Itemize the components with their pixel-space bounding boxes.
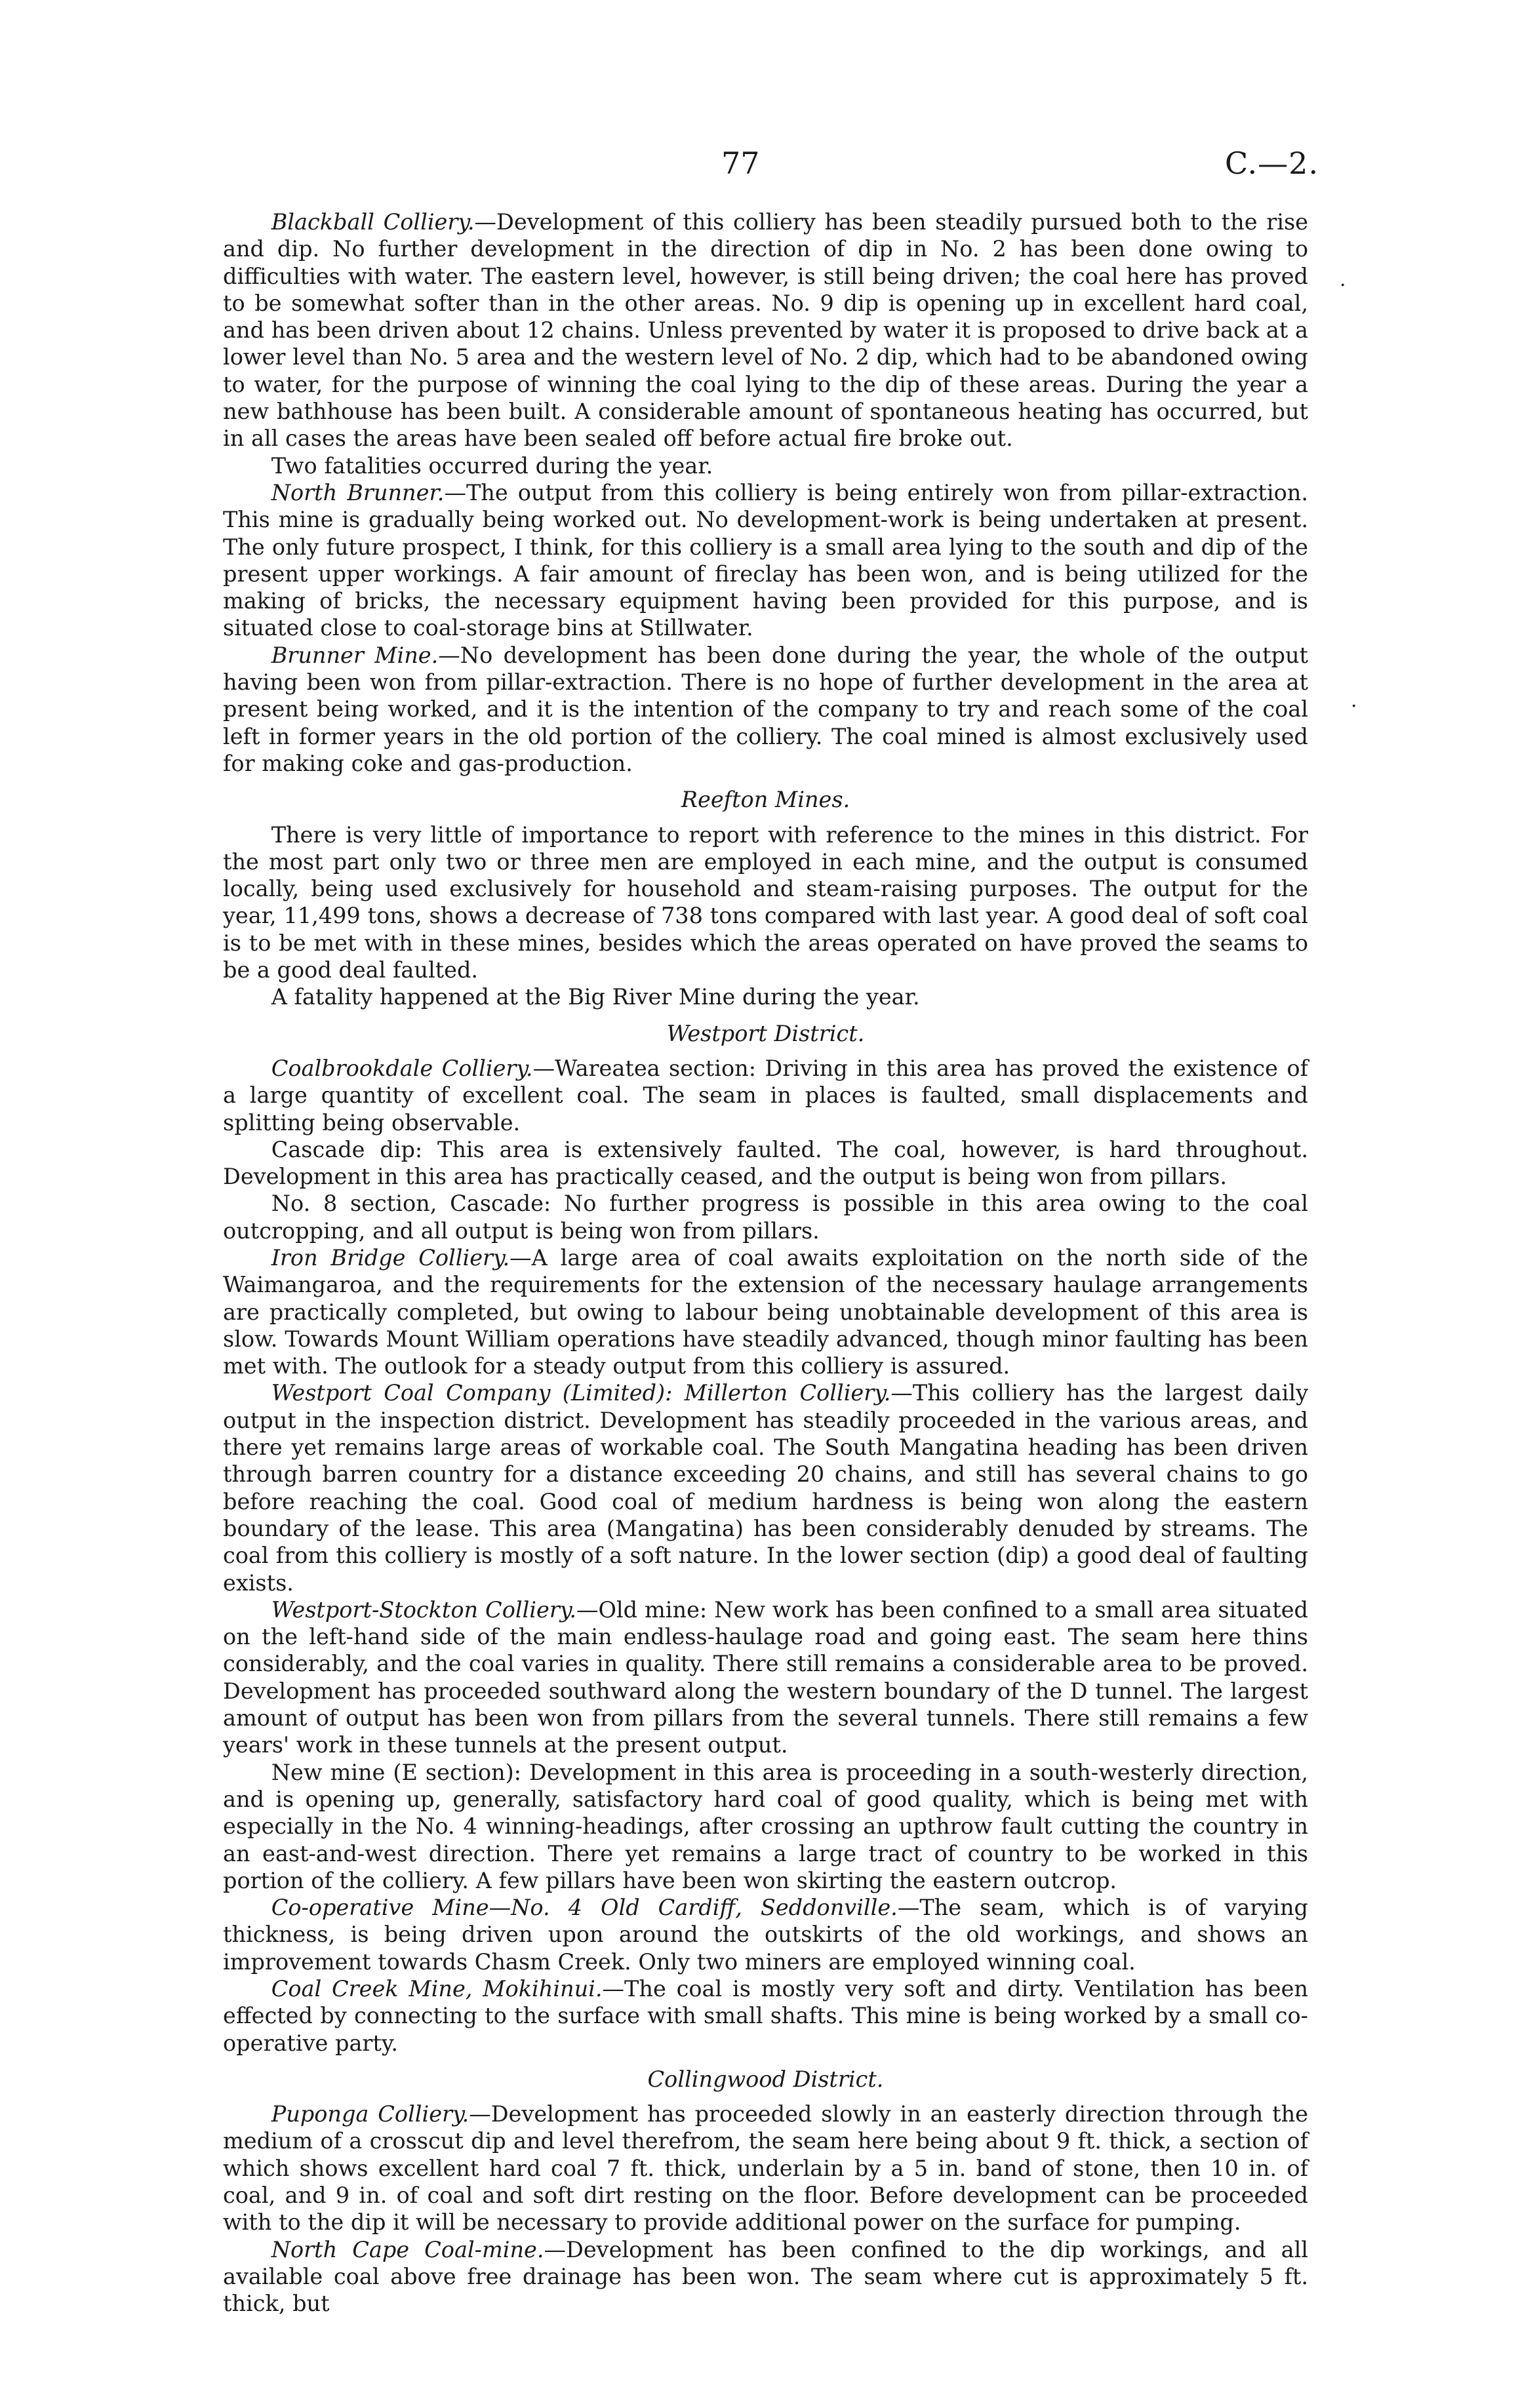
- paragraph-text: —Development has been confined to the dip workings, and all available coal above free drainage has been won. The seam where cut is approximately 5 ft. thick, but: [223, 2236, 1308, 2317]
- section-heading-collingwood: Collingwood District.: [647, 2066, 884, 2092]
- paragraph-text: Cascade dip: This area is extensively faulted. The coal, however, is hard throughout. Development in this area has practically ceased, and the output is being won from pillars.: [223, 1136, 1308, 1190]
- paragraph-big-river-fatality: [223, 983, 1308, 1010]
- paragraph-title: Coal Creek Mine, Mokihinui.: [271, 1976, 603, 2002]
- paragraph-iron-bridge: [223, 1244, 1308, 1379]
- paragraph-title: Coalbrookdale Colliery.: [271, 1055, 533, 1081]
- paragraph-millerton: [223, 1379, 1308, 1596]
- paragraph-text: —Development of this colliery has been steadily pursued both to the rise and dip. No further development in the direction of dip in No. 2 has been done owing to difficulties with water. The eastern level, however, is still being driven; the coal here has proved to be somewhat softer than in the other areas. No. 9 dip is opening up in excellent hard coal, and has been driven about 12 chains. Unless prevented by water it is proposed to drive back at a lower level than No. 5 area and the western level of No. 2 dip, which had to be abandoned owing to water, for the purpose of winning the coal lying to the dip of these areas. During the year a new bathhouse has been built. A considerable amount of spontaneous heating has occurred, but in all cases the areas have been sealed off before actual fire broke out.: [223, 209, 1308, 452]
- paragraph-no8-section: [223, 1190, 1308, 1244]
- paragraph-text: New mine (E section): Development in this area is proceeding in a south-westerly direction, and is opening up, generally, satisfactory hard coal of good quality, which is being met with especially in the No. 4 winning-headings, after crossing an upthrow fault cutting the country in an east-and-west direction. There yet remains a large tract of country to be worked in this portion of the colliery. A few pillars have been won skirting the eastern outcrop.: [223, 1759, 1308, 1893]
- paragraph-text: —A large area of coal awaits exploitation on the north side of the Waimangaroa, and the requirements for the extension of the necessary haulage arrangements are practically completed, but owing to labour being unobtainable development of this area is slow. Towards Mount William operations have steadily advanced, though minor faulting has been met with. The outlook for a steady output from this colliery is assured.: [223, 1244, 1308, 1379]
- paragraph-title: Puponga Colliery.: [271, 2101, 469, 2127]
- paragraph-text: A fatality happened at the Big River Mine during the year.: [271, 984, 920, 1010]
- paragraph-title: Brunner Mine.: [271, 642, 439, 668]
- paragraph-text: —No development has been done during the year, the whole of the output having been won from pillar-extraction. There is no hope of further development in the area at present being worked, and it is the intention of the company to try and reach some of the coal left in former years in the old portion of the colliery. The coal mined is almost exclusively used for making coke and gas-production.: [223, 642, 1308, 776]
- paragraph-fatalities: [223, 452, 1308, 479]
- paragraph-title: Blackball Colliery.: [271, 209, 475, 235]
- paragraph-text: Two fatalities occurred during the year.: [271, 452, 713, 479]
- paragraph-new-mine: [223, 1759, 1308, 1894]
- paragraph-co-operative-mine: [223, 1894, 1308, 1975]
- paragraph-title: Co-operative Mine—No. 4 Old Cardiff, Seddonville.: [271, 1895, 898, 1921]
- paragraph-text: —Development has proceeded slowly in an easterly direction through the medium of a crosscut dip and level therefrom, the seam here being about 9 ft. thick, a section of which shows excellent hard coal 7 ft. thick, underlain by a 5 in. band of stone, then 10 in. of coal, and 9 in. of coal and soft dirt resting on the floor. Before development can be proceeded with to the dip it will be necessary to provide additional power on the surface for pumping.: [223, 2101, 1308, 2236]
- paragraph-coal-creek: [223, 1975, 1308, 2057]
- paragraph-title: North Cape Coal-mine.: [271, 2236, 544, 2262]
- paragraph-puponga: [223, 2101, 1308, 2236]
- paragraph-text: —Wareatea section: Driving in this area has proved the existence of a large quantity of excellent coal. The seam in places is faulted, small displacements and splitting being observable.: [223, 1055, 1308, 1135]
- paragraph-text: —The seam, which is of varying thickness, is being driven upon around the outskirts of the old workings, and shows an improvement towards Chasm Creek. Only two miners are employed winning coal.: [223, 1895, 1308, 1975]
- paragraph-cascade-dip: [223, 1136, 1308, 1191]
- paragraph-blackball-colliery: [223, 208, 1308, 452]
- paragraph-title: Westport Coal Company (Limited): Millerton Colliery.: [271, 1380, 891, 1406]
- paragraph-brunner-mine: [223, 642, 1308, 777]
- paragraph-reefton-mines: [223, 821, 1308, 984]
- section-heading-westport: Westport District.: [666, 1020, 865, 1046]
- paragraph-title: North Brunner.: [271, 479, 445, 505]
- paragraph-title: Iron Bridge Colliery.: [271, 1244, 510, 1271]
- report-code: C.—2.: [1225, 146, 1319, 181]
- page-header: [0, 146, 1518, 198]
- paragraph-coalbrookdale: [223, 1055, 1308, 1136]
- paragraph-north-brunner: [223, 479, 1308, 642]
- paragraph-text: No. 8 section, Cascade: No further progress is possible in this area owing to the coal outcropping, and all output is being won from pillars.: [223, 1191, 1308, 1244]
- paragraph-text: —The output from this colliery is being entirely won from pillar-extraction. This mine is gradually being worked out. No development-work is being undertaken at present. The only future prospect, I think, for this colliery is a small area lying to the south and dip of the present upper workings. A fair amount of fireclay has been won, and is being utilized for the making of bricks, the necessary equipment having been provided for this purpose, and is situated close to coal-storage bins at Stillwater.: [223, 479, 1309, 641]
- margin-mark: ·: [1340, 274, 1346, 297]
- paragraph-text: There is very little of importance to report with reference to the mines in this district. For the most part only two or three men are employed in each mine, and the output is consumed locally, being used exclusively for household and steam-raising purposes. The output for the year, 11,499 tons, shows a decrease of 738 tons compared with last year. A good deal of soft coal is to be met with in these mines, besides which the areas operated on have proved the seams to be a good deal faulted.: [223, 821, 1308, 983]
- paragraph-text: —The coal is mostly very soft and dirty. Ventilation has been effected by connecting to the surface with small shafts. This mine is being worked by a small co-operative party.: [223, 1976, 1308, 2056]
- section-heading-reefton: Reefton Mines.: [681, 787, 850, 813]
- paragraph-text: —This colliery has the largest daily output in the inspection district. Development has steadily proceeded in the various areas, and there yet remains large areas of workable coal. The South Mangatina heading has been driven through barren country for a distance exceeding 20 chains, and still has several chains to go before reaching the coal. Good coal of medium hardness is being won along the eastern boundary of the lease. This area (Mangatina) has been considerably denuded by streams. The coal from this colliery is mostly of a soft nature. In the lower section (dip) a good deal of faulting exists.: [223, 1380, 1309, 1596]
- paragraph-north-cape: [223, 2236, 1308, 2318]
- paragraph-text: —Old mine: New work has been confined to a small area situated on the left-hand side of the main endless-haulage road and going east. The seam here thins considerably, and the coal varies in quality. There still remains a considerable area to be proved. Development has proceeded southward along the western boundary of the D tunnel. The largest amount of output has been won from pillars from the several tunnels. There still remains a few years' work in these tunnels at the present output.: [223, 1596, 1308, 1758]
- page-number: 77: [721, 146, 760, 181]
- paragraph-title: Westport-Stockton Colliery.: [271, 1596, 576, 1623]
- body-text: [223, 208, 1308, 2318]
- paragraph-westport-stockton: [223, 1596, 1308, 1759]
- margin-mark: ·: [1351, 695, 1357, 718]
